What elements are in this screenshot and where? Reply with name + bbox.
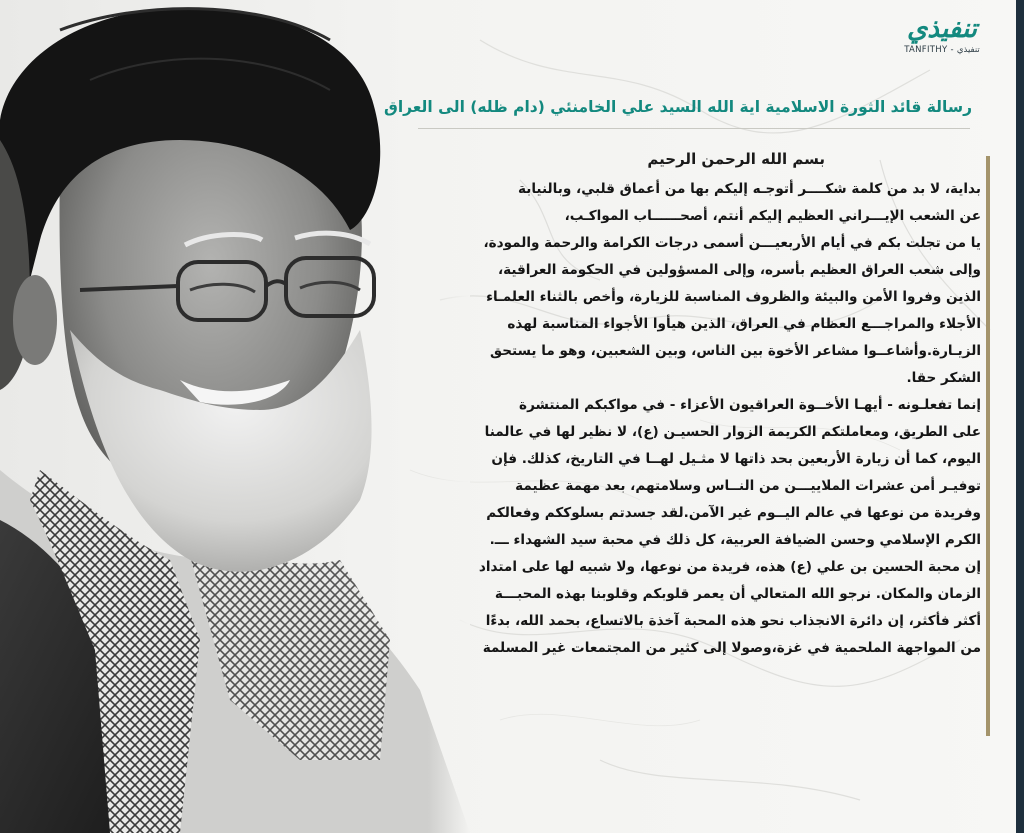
- letter-line: يا من تجلت بكم في أيام الأربعيـــن أسمى درجات الكرامة والرحمة والمودة،: [483, 235, 981, 251]
- logo-wordmark: تنفيذي: [906, 14, 978, 44]
- leader-portrait: [0, 0, 470, 833]
- basmala: بسم الله الرحمن الرحيم: [647, 150, 825, 168]
- letter-line: الذين وفروا الأمن والبيئة والظروف المناسبة للزيارة، وأخص بالثناء العلمـاء: [486, 289, 981, 305]
- frame-edge: [1016, 0, 1024, 833]
- brand-logo: [882, 14, 1002, 60]
- letter-line: الأجلاء والمراجـــع العظام في العراق، الذين هيأوا الأجواء المناسبة لهذه: [507, 316, 981, 332]
- letter-line: اليوم، كما أن زيارة الأربعين بحد ذاتها لا مثـيل لهــا في التاريخ، كذلك. فإن: [491, 451, 981, 467]
- letter-line: إن محبة الحسين بن علي (ع) هذه، فريدة من نوعها، ولا شبيه لها على امتداد: [478, 559, 981, 575]
- letter-line: الكرم الإسلامي وحسن الضيافة العربية، كل ذلك في محبة سيد الشهداء ـــ.: [489, 532, 981, 548]
- letter-line: إنما تفعلـونه - أيهـا الأخــوة العراقيون الأعزاء - في مواكبكم المنتشرة: [519, 397, 981, 413]
- title-divider: [418, 128, 970, 129]
- letter-line: بداية، لا بد من كلمة شكــــر أتوجـه إليكم بها من أعماق قلبي، وبالنيابة: [517, 181, 981, 197]
- letter-line: الشكر حقا.: [906, 370, 981, 386]
- letter-line: وفريدة من نوعها في عالم اليــوم غير الآمن.لقد جسدتم بسلوككم وفعالكم: [486, 505, 981, 521]
- letter-body: [414, 176, 981, 662]
- text-accent-bar: [986, 156, 990, 736]
- letter-line: أكثر فأكثر، إن دائرة الانجذاب نحو هذه المحبة آخذة بالاتساع، بحمد الله، بدءًا: [485, 613, 981, 629]
- logo-caption: TANFITHY - تنفيذي: [904, 45, 980, 55]
- letter-line: الزيـارة.وأشاعــوا مشاعر الأخوة بين الناس، وبين الشعبين، وهو ما يستحق: [489, 343, 981, 359]
- letter-line: على الطريق، ومعاملتكم الكريمة الزوار الحسيـن (ع)، لا نظير لها في عالمنا: [484, 424, 981, 440]
- letter-line: عن الشعب الإيـــراني العظيم إليكم أنتم، أصحــــــاب المواكـب،: [564, 208, 981, 224]
- page-title: رسالة قائد الثورة الاسلامية اية الله السيد علي الخامنئي (دام ظله) الى العراق: [383, 98, 972, 116]
- letter-line: توفيـر أمن عشرات الملاييـــن من النــاس وسلامتهم، بعد مهمة عظيمة: [515, 478, 981, 494]
- letter-line: من المواجهة الملحمية في غزة،وصولا إلى كثير من المجتمعات غير المسلمة: [482, 640, 981, 656]
- letter-line: وإلى شعب العراق العظيم بأسره، وإلى المسؤولين في الحكومة العراقية،: [497, 262, 981, 278]
- letter-line: الزمان والمكان. نرجو الله المتعالي أن يعمر قلوبكم وقلوبنا بهذه المحبـــة: [494, 586, 981, 602]
